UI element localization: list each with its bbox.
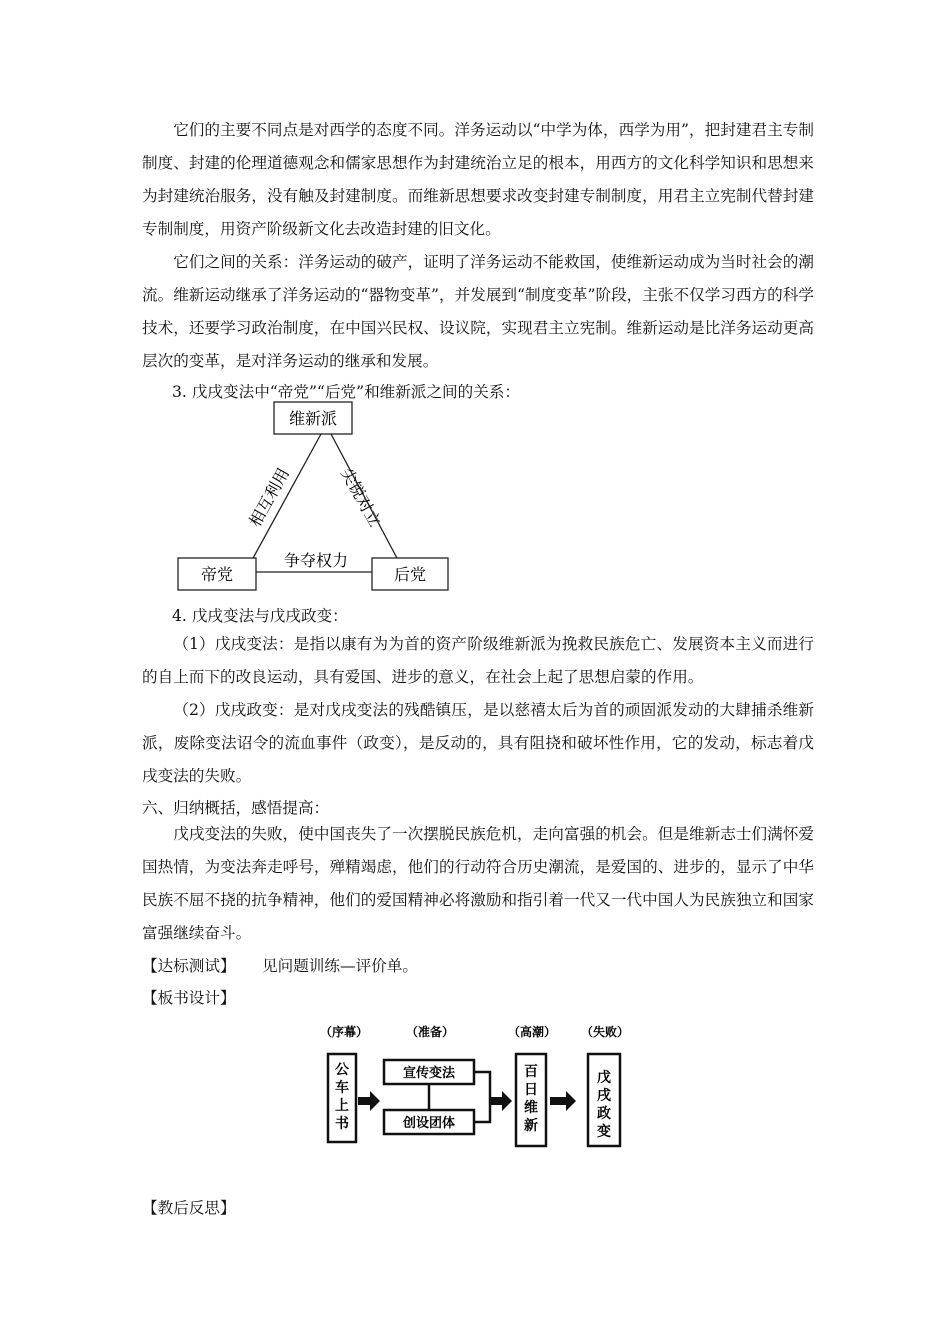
propaganda-label: 宣传变法	[402, 1066, 456, 1081]
stage-prologue-header: （序幕）	[320, 1025, 369, 1039]
coup-char-3: 政	[597, 1106, 611, 1122]
arrow-3	[550, 1091, 576, 1111]
arrow-2	[490, 1091, 512, 1111]
section-6-heading: 六、归纳概括，感悟提高：	[142, 799, 330, 817]
empress-party-label: 后党	[393, 565, 427, 584]
stage-preparation-header: （准备）	[405, 1025, 455, 1039]
organizations-label: 创设团体	[402, 1116, 456, 1131]
test-text: 见问题训练—评价单。	[262, 957, 418, 975]
test-label: 【达标测试】	[142, 957, 236, 975]
reformists-label: 维新派	[288, 409, 338, 428]
petition-char-3: 上	[335, 1098, 349, 1114]
board-design-label: 【板书设计】	[142, 989, 236, 1007]
petition-char-4: 书	[335, 1116, 349, 1132]
hundred-days-char-2: 日	[524, 1082, 538, 1098]
paragraph-relationship: 它们之间的关系：洋务运动的破产，证明了洋务运动不能救国，使维新运动成为当时社会的潮流。维新运动继承了洋务运动的“器物变革”，并发展到“制度变革”阶段，主张不仅学习西方的科学技术，还要学习政治制度，在中国兴民权、设议院，实现君主立宪制。维新运动是比洋务运动更高层次的变革，是对洋务运动的继承和发展。	[142, 253, 814, 370]
hundred-days-char-1: 百	[524, 1064, 538, 1080]
sharp-opposition-label: 尖锐对立	[336, 464, 385, 530]
stage-climax-header: （高潮）	[507, 1025, 557, 1039]
reflection-label: 【教后反思】	[142, 1199, 236, 1217]
emperor-party-label: 帝党	[200, 565, 234, 584]
item-4-heading: 4. 戊戌变法与戊戌政变：	[172, 607, 348, 625]
power-struggle-label: 争夺权力	[283, 551, 349, 570]
petition-char-2: 车	[335, 1080, 349, 1096]
hundred-days-char-3: 维	[524, 1100, 538, 1116]
board-flow-diagram	[320, 1020, 630, 1150]
stage-failure-header: （失败）	[580, 1025, 630, 1039]
arrow-1	[358, 1091, 380, 1111]
mutual-use-label: 相互利用	[245, 464, 294, 530]
paragraph-coup: （2）戊戌政变：是对戊戌变法的残酷镇压，是以慈禧太后为首的顽固派发动的大肆捕杀维新派，废除变法诏令的流血事件（政变），是反动的，具有阻挠和破坏性作用，它的发动，标志着戊戌变法的失败。	[142, 701, 814, 785]
coup-char-1: 戊	[597, 1070, 611, 1086]
faction-relationship-diagram	[176, 400, 476, 600]
item-3-heading: 3. 戊戌变法中“帝党”“后党”和维新派之间的关系：	[172, 383, 521, 401]
coup-char-2: 戌	[597, 1088, 611, 1104]
paragraph-reform: （1）戊戌变法：是指以康有为为首的资产阶级维新派为挽救民族危亡、发展资本主义而进行的自上而下的改良运动，具有爱国、进步的意义，在社会上起了思想启蒙的作用。	[142, 635, 814, 686]
petition-char-1: 公	[335, 1062, 349, 1078]
hundred-days-char-4: 新	[524, 1118, 538, 1134]
coup-char-4: 变	[597, 1124, 611, 1140]
paragraph-summary: 戊戌变法的失败，使中国丧失了一次摆脱民族危机，走向富强的机会。但是维新志士们满怀爱国热情，为变法奔走呼号，殚精竭虑，他们的行动符合历史潮流，是爱国的、进步的，显示了中华民族不屈不挠的抗争精神，他们的爱国精神必将激励和指引着一代又一代中国人为民族独立和国家富强继续奋斗。	[142, 825, 814, 942]
paragraph-differences: 它们的主要不同点是对西学的态度不同。洋务运动以“中学为体，西学为用”，把封建君主专制制度、封建的伦理道德观念和儒家思想作为封建统治立足的根本，用西方的文化科学知识和思想来为封建统治服务，没有触及封建制度。而维新思想要求改变封建专制制度，用君主立宪制代替封建专制制度，用资产阶级新文化去改造封建的旧文化。	[142, 121, 814, 238]
